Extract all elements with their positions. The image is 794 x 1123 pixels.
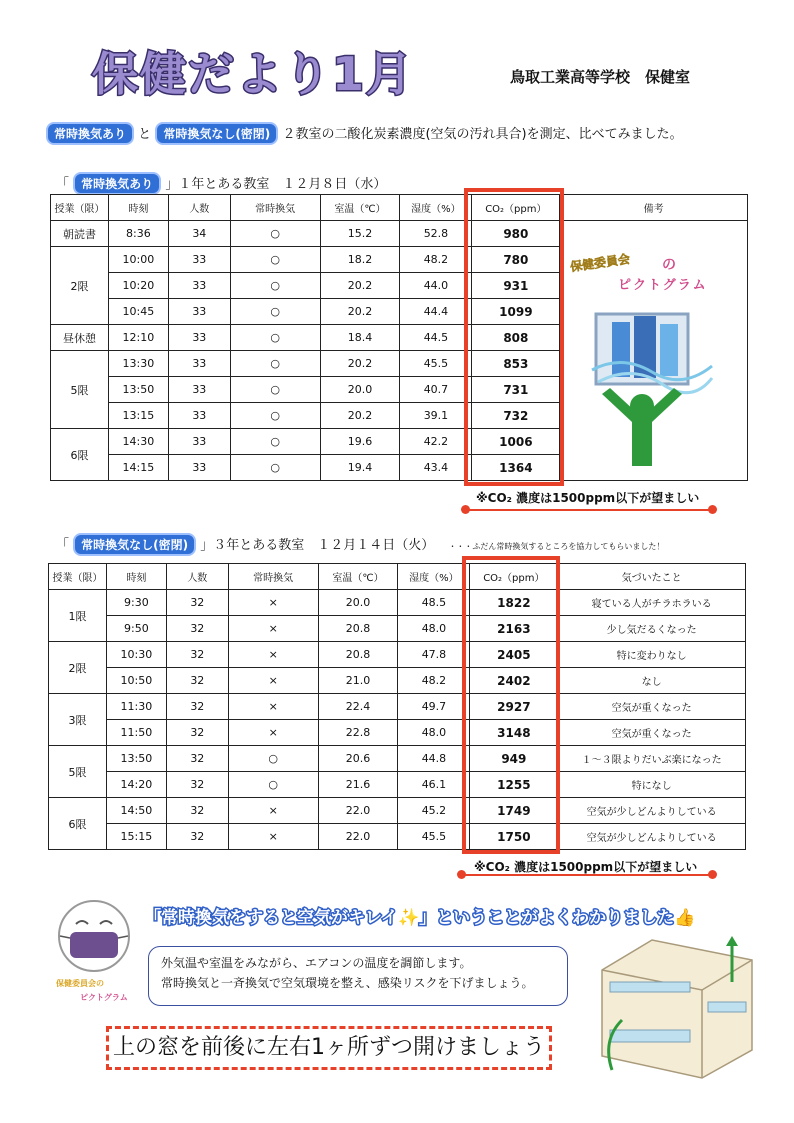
cell-hum: 44.0 <box>400 273 472 299</box>
cell-co2: 1822 <box>470 590 558 616</box>
cell-time: 11:30 <box>106 694 166 720</box>
cell-people: 33 <box>168 351 230 377</box>
cell-vent: × <box>228 824 318 850</box>
cell-time: 10:45 <box>108 299 168 325</box>
cell-period: 5限 <box>51 351 109 429</box>
cell-vent: × <box>228 668 318 694</box>
cell-co2: 808 <box>472 325 560 351</box>
cell-people: 33 <box>168 273 230 299</box>
advice-bubble <box>148 946 568 1006</box>
cell-hum: 52.8 <box>400 221 472 247</box>
cell-temp: 20.6 <box>318 746 398 772</box>
cell-hum: 44.8 <box>398 746 470 772</box>
cell-vent: × <box>228 798 318 824</box>
cell-people: 33 <box>168 455 230 481</box>
cell-co2: 2163 <box>470 616 558 642</box>
col-temp: 室温（℃） <box>320 195 400 221</box>
cell-co2: 2402 <box>470 668 558 694</box>
cell-notice: 特に変わりなし <box>558 642 746 668</box>
cell-vent: × <box>228 616 318 642</box>
cell-period: 3限 <box>49 694 107 746</box>
cell-hum: 48.2 <box>400 247 472 273</box>
intro-and: と <box>138 127 152 142</box>
cell-hum: 46.1 <box>398 772 470 798</box>
badge-sealed: 常時換気なし(密閉) <box>155 122 278 145</box>
cell-people: 32 <box>166 772 228 798</box>
cell-time: 11:50 <box>106 720 166 746</box>
note-dot-left <box>461 505 470 514</box>
cell-people: 34 <box>168 221 230 247</box>
cell-notice: 空気が少しどんよりしている <box>558 798 746 824</box>
cell-period: 1限 <box>49 590 107 642</box>
cell-notice: １～３限よりだいぶ楽になった <box>558 746 746 772</box>
cell-people: 32 <box>166 798 228 824</box>
cell-co2: 853 <box>472 351 560 377</box>
table1-caption-text: 」１年とある教室 １２月８日（水） <box>165 177 387 192</box>
cell-co2: 1749 <box>470 798 558 824</box>
cell-vent: ○ <box>230 247 320 273</box>
cell-time: 10:50 <box>106 668 166 694</box>
cell-temp: 20.2 <box>320 299 400 325</box>
cell-hum: 43.4 <box>400 455 472 481</box>
cell-period: 2限 <box>49 642 107 694</box>
page-title: 保健だより1月 <box>92 47 415 101</box>
table-row <box>49 746 746 772</box>
cell-temp: 18.2 <box>320 247 400 273</box>
cell-temp: 20.2 <box>320 273 400 299</box>
cell-time: 13:50 <box>106 746 166 772</box>
table1-caption <box>56 172 386 195</box>
cell-hum: 48.0 <box>398 616 470 642</box>
cell-temp: 22.0 <box>318 798 398 824</box>
co2-highlight-box <box>464 188 564 486</box>
cell-co2: 731 <box>472 377 560 403</box>
badge-ventilated: 常時換気あり <box>46 122 134 145</box>
intro-line <box>46 122 683 145</box>
window-instruction: 上の窓を前後に左右1ヶ所ずつ開けましょう <box>106 1026 552 1070</box>
masked-face-icon <box>56 898 132 974</box>
intro-text: ２教室の二酸化炭素濃度(空気の汚れ具合)を測定、比べてみました。 <box>282 127 683 142</box>
cell-time: 9:50 <box>106 616 166 642</box>
cell-time: 14:30 <box>108 429 168 455</box>
col-people: 人数 <box>168 195 230 221</box>
table-row <box>49 668 746 694</box>
cell-vent: × <box>228 642 318 668</box>
cell-hum: 40.7 <box>400 377 472 403</box>
cell-time: 14:50 <box>106 798 166 824</box>
cell-vent: × <box>228 590 318 616</box>
cell-notice: 寝ている人がチラホラいる <box>558 590 746 616</box>
col-people: 人数 <box>166 564 228 590</box>
cell-people: 32 <box>166 694 228 720</box>
cell-vent: ○ <box>230 429 320 455</box>
cell-people: 32 <box>166 616 228 642</box>
table-header-row <box>49 564 746 590</box>
cell-hum: 45.5 <box>400 351 472 377</box>
col-time: 時刻 <box>108 195 168 221</box>
table-row <box>49 694 746 720</box>
cell-hum: 45.5 <box>398 824 470 850</box>
col-period: 授業（限） <box>51 195 109 221</box>
cell-hum: 47.8 <box>398 642 470 668</box>
cell-vent: ○ <box>230 221 320 247</box>
cell-notice: 少し気だるくなった <box>558 616 746 642</box>
cell-period: 6限 <box>49 798 107 850</box>
cell-vent: × <box>228 720 318 746</box>
ventilation-person-icon <box>562 294 742 474</box>
note-dot-right <box>708 505 717 514</box>
table-row <box>49 772 746 798</box>
cell-time: 13:50 <box>108 377 168 403</box>
cell-people: 33 <box>168 377 230 403</box>
col-notices: 気づいたこと <box>558 564 746 590</box>
cell-hum: 48.5 <box>398 590 470 616</box>
cell-temp: 22.8 <box>318 720 398 746</box>
cell-people: 33 <box>168 403 230 429</box>
cell-vent: ○ <box>230 299 320 325</box>
cell-notice: なし <box>558 668 746 694</box>
cell-vent: ○ <box>228 772 318 798</box>
cell-time: 14:15 <box>108 455 168 481</box>
cell-time: 8:36 <box>108 221 168 247</box>
table-row <box>49 798 746 824</box>
cell-period: 昼休憩 <box>51 325 109 351</box>
mascot-label-2: ピクトグラム <box>80 993 128 1002</box>
cell-co2: 1364 <box>472 455 560 481</box>
cell-time: 14:20 <box>106 772 166 798</box>
cell-notice: 空気が重くなった <box>558 720 746 746</box>
cell-temp: 15.2 <box>320 221 400 247</box>
co2-guideline-note: ※CO₂ 濃度は1500ppm以下が望ましい <box>476 491 700 505</box>
pictogram-title-2: の <box>662 257 676 273</box>
pictogram-title-1: 保健委員会 <box>569 251 631 275</box>
cell-people: 32 <box>166 668 228 694</box>
cell-temp: 18.4 <box>320 325 400 351</box>
note-dot-right-2 <box>708 870 717 879</box>
table-row <box>49 720 746 746</box>
note-underline-2 <box>462 874 712 876</box>
cell-co2: 780 <box>472 247 560 273</box>
table-row <box>49 642 746 668</box>
summary-headline <box>144 903 695 928</box>
cell-people: 32 <box>166 746 228 772</box>
cell-vent: ○ <box>230 351 320 377</box>
cell-period: 5限 <box>49 746 107 798</box>
cell-vent: × <box>228 694 318 720</box>
pictogram-title-3: ピクトグラム <box>618 278 708 293</box>
cell-time: 12:10 <box>108 325 168 351</box>
cell-people: 32 <box>166 642 228 668</box>
cell-hum: 48.0 <box>398 720 470 746</box>
cell-hum: 48.2 <box>398 668 470 694</box>
cell-temp: 20.0 <box>318 590 398 616</box>
cell-temp: 21.6 <box>318 772 398 798</box>
col-co2: CO₂（ppm） <box>470 564 558 590</box>
cell-vent: ○ <box>230 403 320 429</box>
cell-co2: 1750 <box>470 824 558 850</box>
cell-people: 32 <box>166 590 228 616</box>
mascot-label-1: 保健委員会の <box>56 979 104 988</box>
cell-period: 2限 <box>51 247 109 325</box>
table2-caption <box>56 533 664 556</box>
cell-temp: 20.2 <box>320 403 400 429</box>
cell-hum: 49.7 <box>398 694 470 720</box>
col-co2: CO₂（ppm） <box>472 195 560 221</box>
cell-period: 6限 <box>51 429 109 481</box>
table-sealed <box>48 563 746 850</box>
cell-people: 33 <box>168 325 230 351</box>
cell-vent: ○ <box>230 273 320 299</box>
cell-temp: 22.0 <box>318 824 398 850</box>
cell-vent: ○ <box>230 377 320 403</box>
cell-temp: 20.8 <box>318 642 398 668</box>
cell-co2: 3148 <box>470 720 558 746</box>
table-row <box>49 590 746 616</box>
table-row <box>49 616 746 642</box>
quote-open: 「 <box>56 538 70 553</box>
badge-ventilated-2: 常時換気あり <box>73 172 161 195</box>
advice-line-2: 常時換気と一斉換気で空気環境を整え、感染リスクを下げましょう。 <box>161 976 534 990</box>
school-name: 鳥取工業高等学校 保健室 <box>510 68 691 86</box>
cell-temp: 20.2 <box>320 351 400 377</box>
table-row <box>49 824 746 850</box>
cell-time: 13:15 <box>108 403 168 429</box>
cell-time: 10:00 <box>108 247 168 273</box>
cell-time: 10:20 <box>108 273 168 299</box>
cell-temp: 22.4 <box>318 694 398 720</box>
note-underline <box>466 509 712 511</box>
cell-temp: 21.0 <box>318 668 398 694</box>
cell-period: 朝読書 <box>51 221 109 247</box>
cell-temp: 19.6 <box>320 429 400 455</box>
cell-vent: ○ <box>230 325 320 351</box>
advice-line-1: 外気温や室温をみながら、エアコンの温度を調節します。 <box>161 956 472 970</box>
cell-co2: 931 <box>472 273 560 299</box>
quote-open: 「 <box>56 177 70 192</box>
pictogram-illustration <box>562 244 742 474</box>
summary-text: 常時換気をすると空気がキレイ✨」ということがよくわかりました👍 <box>161 908 696 928</box>
cell-co2: 980 <box>472 221 560 247</box>
cell-time: 10:30 <box>106 642 166 668</box>
summary-prefix: 「 <box>144 908 161 928</box>
cell-time: 9:30 <box>106 590 166 616</box>
cell-temp: 20.8 <box>318 616 398 642</box>
co2-highlight-box-2 <box>462 556 560 854</box>
co2-guideline-note-2: ※CO₂ 濃度は1500ppm以下が望ましい <box>474 860 698 874</box>
cell-co2: 2927 <box>470 694 558 720</box>
cell-people: 32 <box>166 824 228 850</box>
cell-co2: 1099 <box>472 299 560 325</box>
col-time: 時刻 <box>106 564 166 590</box>
cell-hum: 42.2 <box>400 429 472 455</box>
cell-vent: ○ <box>230 455 320 481</box>
col-vent: 常時換気 <box>228 564 318 590</box>
cell-people: 33 <box>168 429 230 455</box>
col-vent: 常時換気 <box>230 195 320 221</box>
cell-vent: ○ <box>228 746 318 772</box>
table2-caption-text: 」３年とある教室 １２月１４日（火） <box>200 538 435 553</box>
cell-temp: 19.4 <box>320 455 400 481</box>
cell-co2: 732 <box>472 403 560 429</box>
col-period: 授業（限） <box>49 564 107 590</box>
cell-hum: 45.2 <box>398 798 470 824</box>
classroom-window-illustration <box>592 930 762 1080</box>
cell-co2: 949 <box>470 746 558 772</box>
cell-people: 33 <box>168 247 230 273</box>
cell-time: 13:30 <box>108 351 168 377</box>
note-dot-left-2 <box>457 870 466 879</box>
cell-hum: 39.1 <box>400 403 472 429</box>
cell-co2: 1006 <box>472 429 560 455</box>
col-humidity: 湿度（%） <box>398 564 470 590</box>
cell-co2: 2405 <box>470 642 558 668</box>
cell-notice: 特になし <box>558 772 746 798</box>
cell-people: 33 <box>168 299 230 325</box>
table-header-row <box>51 195 748 221</box>
cell-hum: 44.4 <box>400 299 472 325</box>
cell-time: 15:15 <box>106 824 166 850</box>
badge-sealed-2: 常時換気なし(密閉) <box>73 533 196 556</box>
cell-notice: 空気が重くなった <box>558 694 746 720</box>
table-row <box>51 221 748 247</box>
cell-people: 32 <box>166 720 228 746</box>
cell-hum: 44.5 <box>400 325 472 351</box>
table2-aside: ・・・ふだん常時換気するところを協力してもらいました！ <box>448 542 665 551</box>
cell-notice: 空気が少しどんよりしている <box>558 824 746 850</box>
col-humidity: 湿度（%） <box>400 195 472 221</box>
cell-co2: 1255 <box>470 772 558 798</box>
cell-temp: 20.0 <box>320 377 400 403</box>
col-remarks: 備考 <box>560 195 748 221</box>
col-temp: 室温（℃） <box>318 564 398 590</box>
